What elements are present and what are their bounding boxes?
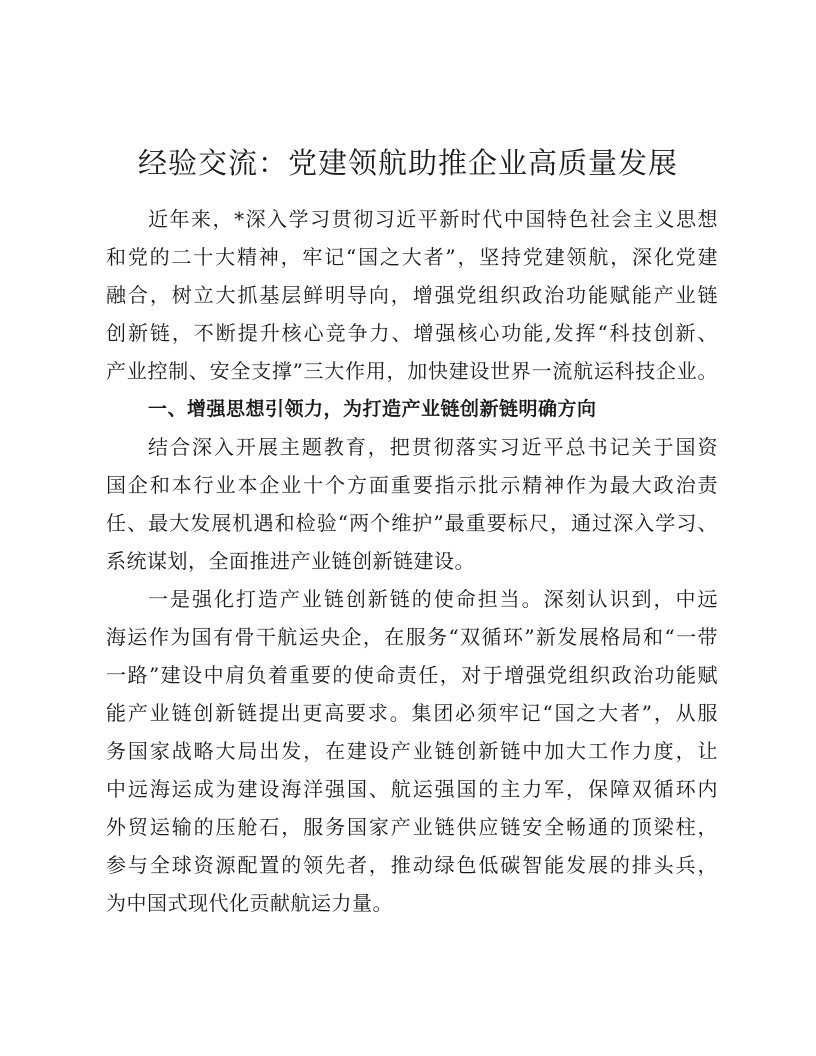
paragraph-line: 近年来，*深入学习贯彻习近平新时代中国特色社会主义思想 — [148, 207, 718, 231]
paragraph-line: 融合，树立大抓基层鲜明导向，增强党组织政治功能赋能产业链 — [106, 283, 718, 307]
paragraph-line: 任、最大发展机遇和检验“两个维护”最重要标尺，通过深入学习、 — [106, 511, 718, 535]
paragraph-line: 结合深入开展主题教育，把贯彻落实习近平总书记关于国资 — [148, 435, 718, 459]
document-body — [106, 200, 718, 922]
paragraph-line: 创新链，不断提升核心竞争力、增强核心功能,发挥“科技创新、 — [106, 321, 718, 345]
paragraph-line: 中远海运成为建设海洋强国、航运强国的主力军，保障双循环内 — [106, 777, 718, 801]
section-heading: 一、增强思想引领力，为打造产业链创新链明确方向 — [148, 398, 597, 420]
paragraph-line: 系统谋划，全面推进产业链创新链建设。 — [106, 549, 475, 573]
paragraph-line: 一路”建设中肩负着重要的使命责任，对于增强党组织政治功能赋 — [106, 663, 718, 687]
paragraph-line: 外贸运输的压舱石，服务国家产业链供应链安全畅通的顶梁柱， — [106, 815, 718, 839]
paragraph-line: 和党的二十大精神，牢记“国之大者”，坚持党建领航，深化党建 — [106, 245, 718, 269]
document-title: 经验交流：党建领航助推企业高质量发展 — [137, 146, 678, 180]
paragraph-line: 务国家战略大局出发，在建设产业链创新链中加大工作力度，让 — [106, 739, 718, 763]
paragraph-line: 一是强化打造产业链创新链的使命担当。深刻认识到，中远 — [148, 587, 718, 611]
paragraph-line: 产业控制、安全支撑”三大作用，加快建设世界一流航运科技企业。 — [106, 359, 718, 383]
paragraph-line: 为中国式现代化贡献航运力量。 — [106, 891, 393, 915]
paragraph-line: 能产业链创新链提出更高要求。集团必须牢记“国之大者”，从服 — [106, 701, 718, 725]
paragraph-line: 海运作为国有骨干航运央企，在服务“双循环”新发展格局和“一带 — [106, 625, 718, 649]
paragraph-line: 国企和本行业本企业十个方面重要指示批示精神作为最大政治责 — [106, 473, 718, 497]
paragraph-line: 参与全球资源配置的领先者，推动绿色低碳智能发展的排头兵， — [106, 853, 718, 877]
